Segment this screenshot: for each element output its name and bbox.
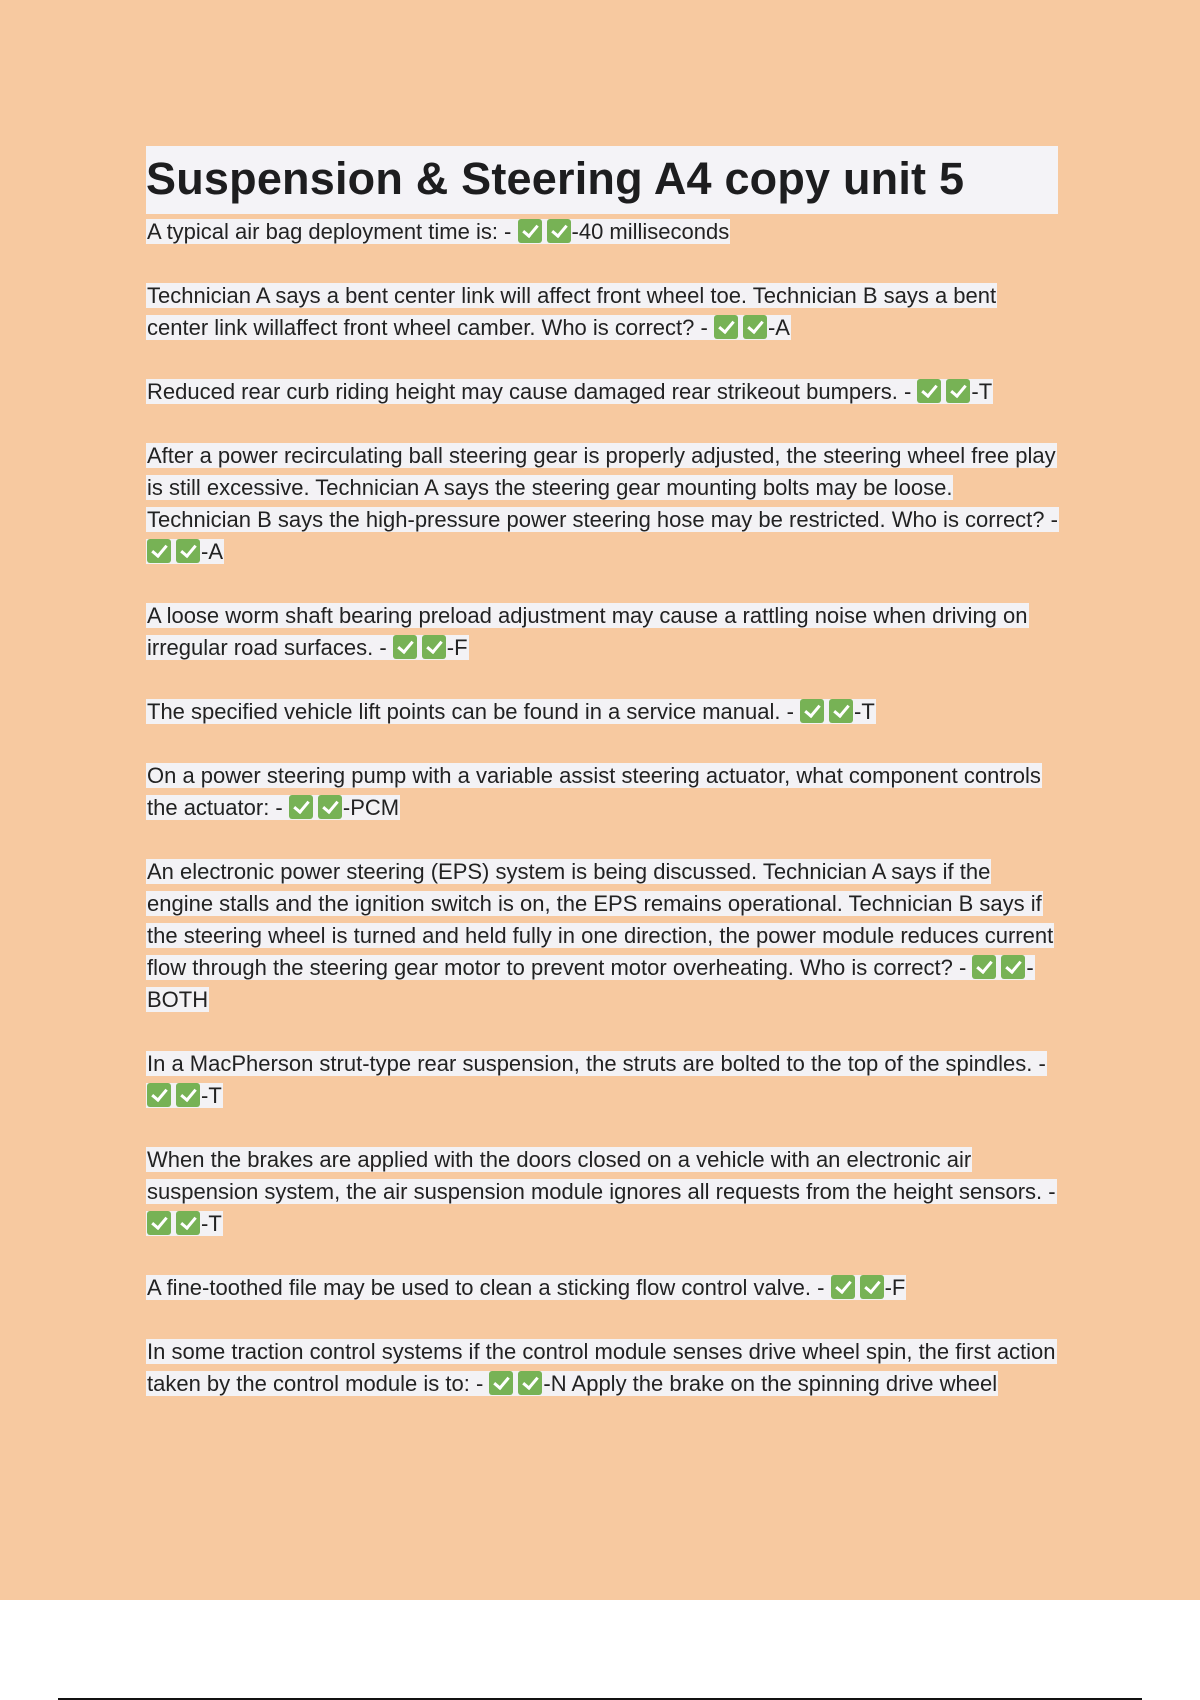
qa-item: [146, 1336, 1058, 1400]
qa-item: [146, 1144, 1058, 1240]
answer-marker: [147, 1211, 201, 1236]
check-mark-icon: [547, 219, 571, 243]
check-mark-icon: [289, 795, 313, 819]
answer-text: -40 milliseconds: [571, 219, 730, 244]
qa-item: [146, 1272, 1058, 1304]
title-banner: [146, 146, 1058, 214]
question-text: A fine-toothed file may be used to clean a sticking flow control valve. -: [147, 1275, 825, 1300]
question-text: In a MacPherson strut-type rear suspension, the struts are bolted to the top of the spindles. -: [147, 1051, 1046, 1076]
qa-text: [146, 763, 1042, 820]
check-mark-icon: [518, 219, 542, 243]
qa-text: [146, 283, 997, 340]
check-mark-icon: [147, 539, 171, 563]
qa-text: [146, 603, 1029, 660]
answer-marker: [147, 1083, 201, 1108]
check-mark-icon: [147, 1211, 171, 1235]
question-text: When the brakes are applied with the doors closed on a vehicle with an electronic air suspension system, the air suspension module ignores all requests from the height sensors. -: [147, 1147, 1056, 1204]
answer-text: -PCM: [342, 795, 400, 820]
check-mark-icon: [829, 699, 853, 723]
question-text: A typical air bag deployment time is: -: [147, 219, 512, 244]
check-mark-icon: [393, 635, 417, 659]
qa-item: [146, 280, 1058, 344]
answer-text: -F: [446, 635, 468, 660]
qa-item: [146, 1048, 1058, 1112]
check-mark-icon: [422, 635, 446, 659]
question-text: Technician A says a bent center link will affect front wheel toe. Technician B says a bent center link willaffect front wheel camber. Who is correct? -: [147, 283, 997, 340]
document-content: [146, 146, 1058, 1432]
answer-marker: [917, 379, 971, 404]
answer-text: -F: [884, 1275, 906, 1300]
qa-text: [146, 379, 993, 404]
question-text: On a power steering pump with a variable assist steering actuator, what component controls the actuator: -: [147, 763, 1041, 820]
answer-text: -N Apply the brake on the spinning drive wheel: [543, 1371, 998, 1396]
check-mark-icon: [147, 1083, 171, 1107]
qa-item: [146, 376, 1058, 408]
check-mark-icon: [318, 795, 342, 819]
qa-item: [146, 216, 1058, 248]
question-text: After a power recirculating ball steering gear is properly adjusted, the steering wheel free play is still excessive. Technician A says the steering gear mounting bolts may be loose. Technician B says the high-pressure power steering hose may be restricted. Who is correct? -: [147, 443, 1058, 532]
question-text: A loose worm shaft bearing preload adjustment may cause a rattling noise when driving on irregular road surfaces. -: [147, 603, 1028, 660]
check-mark-icon: [518, 1371, 542, 1395]
qa-text: [146, 1275, 906, 1300]
qa-item: [146, 696, 1058, 728]
qa-text: [146, 699, 876, 724]
check-mark-icon: [946, 379, 970, 403]
qa-item: [146, 600, 1058, 664]
check-mark-icon: [831, 1275, 855, 1299]
answer-marker: [800, 699, 854, 724]
answer-marker: [147, 539, 201, 564]
check-mark-icon: [800, 699, 824, 723]
answer-text: -A: [201, 539, 223, 564]
answer-marker: [972, 955, 1026, 980]
answer-text: -A: [767, 315, 790, 340]
question-text: Reduced rear curb riding height may cause damaged rear strikeout bumpers. -: [147, 379, 912, 404]
answer-text: -T: [201, 1083, 222, 1108]
check-mark-icon: [972, 955, 996, 979]
check-mark-icon: [860, 1275, 884, 1299]
qa-text: [146, 1339, 1057, 1396]
answer-text: -T: [201, 1211, 222, 1236]
check-mark-icon: [489, 1371, 513, 1395]
page-title: Suspension & Steering A4 copy unit 5: [146, 153, 965, 204]
check-mark-icon: [176, 1211, 200, 1235]
answer-marker: [393, 635, 447, 660]
check-mark-icon: [176, 1083, 200, 1107]
check-mark-icon: [176, 539, 200, 563]
qa-text: [146, 1051, 1047, 1108]
question-text: The specified vehicle lift points can be found in a service manual. -: [147, 699, 794, 724]
answer-text: -BOTH: [147, 955, 1034, 1012]
answer-marker: [289, 795, 343, 820]
answer-marker: [518, 219, 572, 244]
answer-marker: [714, 315, 768, 340]
qa-list: [146, 216, 1058, 1400]
qa-text: [146, 1147, 1057, 1236]
qa-text: [146, 443, 1059, 564]
answer-marker: [489, 1371, 543, 1396]
qa-item: [146, 760, 1058, 824]
check-mark-icon: [743, 315, 767, 339]
qa-text: [146, 219, 730, 244]
answer-marker: [831, 1275, 885, 1300]
question-text: An electronic power steering (EPS) system is being discussed. Technician A says if the engine stalls and the ignition switch is on, the EPS remains operational. Technician B says if the steering wheel is turned and held fully in one direction, the power module reduces current flow through the steering gear motor to prevent motor overheating. Who is correct? -: [147, 859, 1054, 980]
answer-text: -T: [854, 699, 875, 724]
check-mark-icon: [1001, 955, 1025, 979]
answer-text: -T: [971, 379, 993, 404]
qa-item: [146, 856, 1058, 1016]
check-mark-icon: [714, 315, 738, 339]
qa-text: [146, 859, 1054, 1012]
question-text: In some traction control systems if the control module senses drive wheel spin, the first action taken by the control module is to: -: [147, 1339, 1056, 1396]
check-mark-icon: [917, 379, 941, 403]
qa-item: [146, 440, 1058, 568]
